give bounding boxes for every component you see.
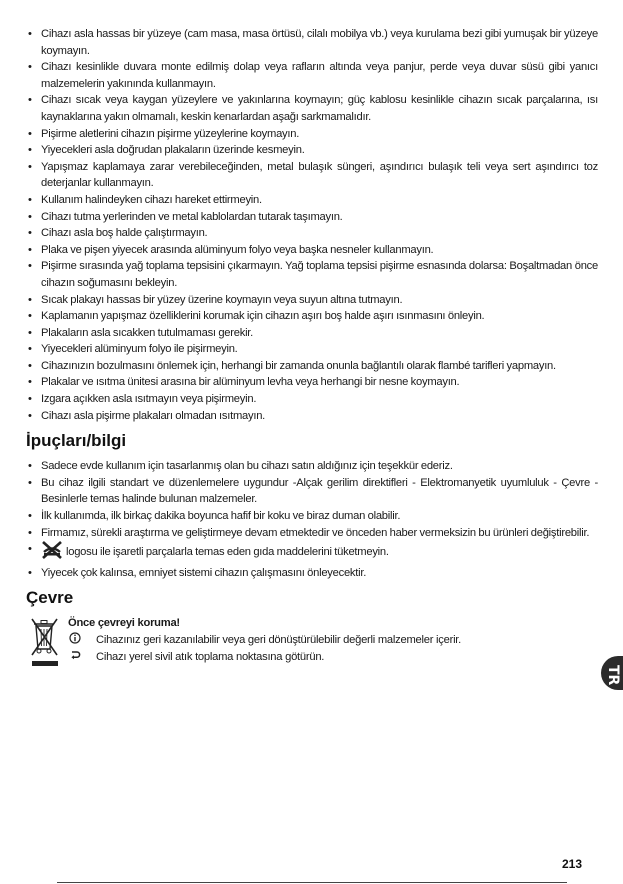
- environment-item-text: Cihazı yerel sivil atık toplama noktasına götürün.: [96, 650, 325, 663]
- environment-text: [68, 615, 598, 665]
- crossed-bin-icon: [30, 617, 60, 676]
- page-number: 213: [562, 857, 583, 871]
- list-item: • Pişirme sırasında yağ toplama tepsisini çıkarmayın. Yağ toplama tepsisi pişirme esnasında dolarsa: Boşaltmadan önce cihazın soğumasını bekleyin.: [26, 258, 598, 291]
- info-icon: [68, 632, 82, 650]
- tips-list: [26, 458, 598, 581]
- crossed-grill-icon: [41, 541, 63, 565]
- list-item: • Bu cihaz ilgili standart ve düzenlemelere uygundur -Alçak gerilim direktifleri - Elektromanyetik uyumluluk - Çevre - Besinlerle temas halinde bulunan malzemeler.: [26, 475, 598, 508]
- language-tab-label: TR: [605, 665, 621, 686]
- language-tab: [601, 656, 623, 690]
- list-item: • Yiyecekleri asla doğrudan plakaların üzerinde kesmeyin.: [26, 142, 598, 159]
- list-item: • Plakalar ve ısıtma ünitesi arasına bir alüminyum levha veya herhangi bir nesne koymayın.: [26, 374, 598, 391]
- environment-item-text: Cihazınız geri kazanılabilir veya geri dönüştürülebilir değerli malzemeler içerir.: [96, 634, 462, 646]
- list-item: • Plakaların asla sıcakken tutulmaması gerekir.: [26, 325, 598, 342]
- list-item: • Yapışmaz kaplamaya zarar verebileceğinden, metal bulaşık süngeri, aşındırıcı bulaşık teli veya sert aşındırıcı toz deterjanlar kullanmayın.: [26, 159, 598, 192]
- list-item: • Plaka ve pişen yiyecek arasında alüminyum folyo veya başka nesneler kullanmayın.: [26, 242, 598, 259]
- environment-block: [26, 615, 598, 675]
- environment-item: [68, 632, 598, 649]
- list-item: • Sadece evde kullanım için tasarlanmış olan bu cihazı satın aldığınız için teşekkür ederiz.: [26, 458, 598, 475]
- list-item: • Cihazı asla hassas bir yüzeye (cam masa, masa örtüsü, cilalı mobilya vb.) veya kurulama bezi gibi yumuşak bir yüzeye koymayın.: [26, 26, 598, 59]
- list-item: • Firmamız, sürekli araştırma ve geliştirmeye devam etmektedir ve önceden haber vermeksizin bu ürünleri değiştirebilir.: [26, 525, 598, 542]
- environment-heading: Çevre: [26, 588, 74, 608]
- list-item: • Yiyecek çok kalınsa, emniyet sistemi cihazın çalışmasını önleyecektir.: [26, 565, 598, 582]
- return-arrow-icon: [68, 649, 82, 667]
- footer-divider: [57, 882, 567, 883]
- list-item: • Pişirme aletlerini cihazın pişirme yüzeylerine koymayın.: [26, 126, 598, 143]
- list-item: • Yiyecekleri alüminyum folyo ile pişirmeyin.: [26, 341, 598, 358]
- list-item-logo: [26, 541, 598, 565]
- tips-heading: İpuçları/bilgi: [26, 431, 127, 451]
- list-item: • Cihazı asla boş halde çalıştırmayın.: [26, 225, 598, 242]
- list-item: • Cihazı kesinlikle duvara monte edilmiş dolap veya rafların altında veya panjur, perde veya duvar süsü gibi yanıcı malzemelerin yakınında kullanmayın.: [26, 59, 598, 92]
- list-item: • Kullanım halindeyken cihazı hareket ettirmeyin.: [26, 192, 598, 209]
- list-item: • Kaplamanın yapışmaz özelliklerini korumak için cihazın aşırı boş halde aşırı ısınmasını önleyin.: [26, 308, 598, 325]
- page-content: [26, 26, 598, 675]
- safety-list: [26, 26, 598, 424]
- list-item: • Cihazınızın bozulmasını önlemek için, herhangi bir zamanda onunla bağlantılı olarak flambé tarifleri yapmayın.: [26, 358, 598, 375]
- list-item: • Cihazı tutma yerlerinden ve metal kablolardan tutarak taşımayın.: [26, 209, 598, 226]
- list-item: • Sıcak plakayı hassas bir yüzey üzerine koymayın veya suyun altına tutmayın.: [26, 292, 598, 309]
- environment-item: [68, 649, 598, 666]
- list-item: • Cihazı asla pişirme plakaları olmadan ısıtmayın.: [26, 408, 598, 425]
- logo-item-text: logosu ile işaretli parçalarla temas eden gıda maddelerini tüketmeyin.: [66, 546, 389, 559]
- list-item: • Cihazı sıcak veya kaygan yüzeylere ve yakınlarına koymayın; güç kablosu kesinlikle cihazın sıcak parçalarına, ısı kaynaklarına yakın olmamalı, keskin kenarlardan aşağı sarkmamalıdır.: [26, 92, 598, 125]
- list-item: • İlk kullanımda, ilk birkaç dakika boyunca hafif bir koku ve biraz duman olabilir.: [26, 508, 598, 525]
- list-item: • Izgara açıkken asla ısıtmayın veya pişirmeyin.: [26, 391, 598, 408]
- environment-title: Önce çevreyi koruma!: [68, 617, 180, 630]
